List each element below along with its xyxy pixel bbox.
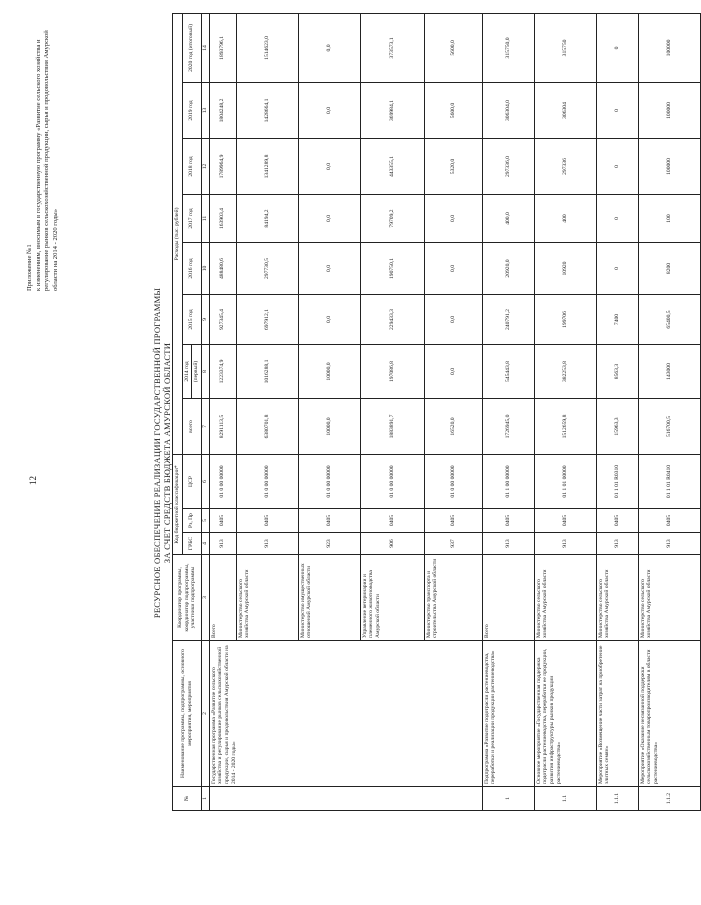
row-csr: 01 1 01 R0310 [596,454,638,508]
row-rzpr: 0405 [236,508,298,532]
table-row [596,13,638,810]
row-2016: 8200 [638,242,700,294]
row-coordinator: Всего [209,554,236,640]
row-2016: 10920 [534,242,596,294]
row-2014: 382253,8 [534,344,596,398]
row-2018: 0,0 [298,138,360,194]
row-2018: 297336,0 [482,138,534,194]
table-row [482,13,534,810]
row-coordinator: Всего [482,554,534,640]
col-number: 8 [201,344,209,398]
resource-table [172,12,701,810]
document-title: РЕСУРСНОЕ ОБЕСПЕЧЕНИЕ РЕАЛИЗАЦИИ ГОСУДАРСТВЕННОЙ ПРОГРАММЫ [152,287,162,618]
col-number: 6 [201,454,209,508]
row-2014: 1223374,9 [209,344,236,398]
document-subtitle: ЗА СЧЕТ СРЕДСТВ БЮДЖЕТА АМУРСКОЙ ОБЛАСТИ [162,342,172,563]
page-number: 12 [28,475,38,485]
row-rzpr: 0405 [360,508,424,532]
header-csr: ЦСР [182,454,201,508]
appendix-block [26,21,60,291]
row-csr: 01 0 00 00000 [298,454,360,508]
row-2018: 1789964,9 [209,138,236,194]
row-csr: 01 1 00 00000 [482,454,534,508]
row-2020: 100000 [638,13,700,82]
row-coordinator: Министерство транспорта и строительства Амурской области [424,554,482,640]
row-2020: 1514623,0 [236,13,298,82]
row-2017: 0,0 [298,194,360,242]
header-2016: 2016 год [182,242,201,294]
row-grbs: 913 [482,532,534,554]
row-2020: 1893796,1 [209,13,236,82]
row-num: 1 [482,786,534,810]
row-2014: 1016288,1 [236,344,298,398]
row-2016: 0 [596,242,638,294]
row-2015: 697912,1 [236,294,298,344]
row-grbs: 913 [596,532,638,554]
row-2020: 0 [596,13,638,82]
landscape-sheet [20,3,672,903]
row-2016: 0,0 [424,242,482,294]
row-rzpr: 0405 [596,508,638,532]
header-2017: 2017 год [182,194,201,242]
row-2017: 163903,4 [209,194,236,242]
row-2018: 443355,1 [360,138,424,194]
row-2015: 199706 [534,294,596,344]
row-2018: 5320,0 [424,138,482,194]
col-number: 13 [201,82,209,138]
row-2017: 0,0 [424,194,482,242]
row-rzpr: 0405 [638,508,700,532]
header-2015: 2015 год [182,294,201,344]
row-coordinator: Министерство сельского хозяйства Амурской области [596,554,638,640]
row-2014: 0,0 [424,344,482,398]
row-grbs: 913 [638,532,700,554]
col-number: 9 [201,294,209,344]
row-grbs: 913 [209,532,236,554]
row-num: 1.1 [534,786,596,810]
row-total: 6380701,8 [236,398,298,454]
appendix-title: Приложение №1 [26,243,33,291]
row-rzpr: 0405 [209,508,236,532]
header-2020: 2020 год (итоговый) [182,13,201,82]
col-number: 1 [201,786,209,810]
row-2016: 0,0 [298,242,360,294]
row-total: 1726945,0 [482,398,534,454]
row-2017: 84194,2 [236,194,298,242]
row-num: 1.1.1 [596,786,638,810]
header-2018: 2018 год [182,138,201,194]
row-2017: 0 [596,194,638,242]
header-rzpr: Рз, Пр [182,508,201,532]
table-row [209,13,236,810]
row-total: 10000,0 [298,398,360,454]
col-number: 11 [201,194,209,242]
row-2014: 197086,8 [360,344,424,398]
col-number: 10 [201,242,209,294]
col-number: 12 [201,138,209,194]
header-name: Наименование программы, подпрограммы, основного мероприятия, мероприятия [173,640,202,786]
row-total: 1883891,7 [360,398,424,454]
header-budget-code: Код бюджетной классификации* [173,454,183,554]
row-total: 16520,0 [424,398,482,454]
row-coordinator: Министерство сельского хозяйства Амурской области [236,554,298,640]
row-2019: 1428664,1 [236,82,298,138]
row-grbs: 937 [424,532,482,554]
row-2018: 297336 [534,138,596,194]
header-total: всего [182,398,201,454]
row-2019: 369984,1 [360,82,424,138]
row-coordinator: Министерство сельского хозяйства Амурской области [534,554,596,640]
row-2019: 0,0 [298,82,360,138]
row-num: 1.1.2 [638,786,700,810]
row-2016: 20920,0 [482,242,534,294]
row-2020: 5600,0 [424,13,482,82]
row-2015: 229433,3 [360,294,424,344]
row-rzpr: 0405 [534,508,596,532]
header-2014: 2014 год [182,344,192,398]
header-grbs: ГРБС [182,532,201,554]
row-2019: 306304 [534,82,596,138]
row-name: Государственная программа «Развитие сельского хозяйства и регулирование рынков сельскохозяйственной продукции, сырья и продовольствия Амурской области на 2014 - 2020 годы» [209,640,482,786]
row-2014: 545443,8 [482,344,534,398]
appendix-text: к изменениям, вносимым в государственную программу «Развитие сельского хозяйства и регулирование рынков сельскохозяйственной продукции, сырья и продовольствия Амурской области на 2014 - 2020 годы» [34,29,59,291]
row-csr: 01 0 00 00000 [209,454,236,508]
row-2016: 297730,5 [236,242,298,294]
row-2014: 143000 [638,344,700,398]
row-2015: 7400 [596,294,638,344]
row-name: Мероприятие «Возмещение части затрат на приобретение элитных семян» [596,640,638,786]
row-rzpr: 0405 [424,508,482,532]
row-2020: 315750 [534,13,596,82]
row-2017: 400,0 [482,194,534,242]
row-total: 1512659,8 [534,398,596,454]
row-grbs: 906 [360,532,424,554]
row-2019: 5600,0 [424,82,482,138]
row-2015: 0,0 [298,294,360,344]
col-number: 7 [201,398,209,454]
row-2019: 100000 [638,82,700,138]
header-expenses: Расходы (тыс. рублей) [173,13,183,454]
row-total: 8291113,5 [209,398,236,454]
row-coordinator: Министерство имущественных отношений Амурской области [298,554,360,640]
row-coordinator: Управление ветеринарии и племенного животноводства Амурской области [360,554,424,640]
row-2019: 0 [596,82,638,138]
row-2020: 373573,1 [360,13,424,82]
row-csr: 01 0 00 00000 [424,454,482,508]
row-2018: 0 [596,138,638,194]
row-grbs: 923 [298,532,360,554]
table-row [534,13,596,810]
row-rzpr: 0405 [482,508,534,532]
row-2020: 315750,0 [482,13,534,82]
row-total: 15963,3 [596,398,638,454]
col-number: 3 [201,554,209,640]
row-2017: 100 [638,194,700,242]
row-num [209,786,482,810]
row-2015: 65400,5 [638,294,700,344]
row-coordinator: Министерство сельского хозяйства Амурской области [638,554,700,640]
row-csr: 01 1 01 R0410 [638,454,700,508]
row-grbs: 913 [534,532,596,554]
row-rzpr: 0405 [298,508,360,532]
row-name: Подпрограмма «Развитие подотрасли растениеводства, переработки и реализации продукции растениеводства» [482,640,534,786]
table-row [638,13,700,810]
row-2017: 400 [534,194,596,242]
header-2014-sub: (первый) [192,344,202,398]
row-2018: 100000 [638,138,700,194]
row-2015: 927345,4 [209,294,236,344]
row-csr: 01 0 00 00000 [236,454,298,508]
row-2019: 1804248,2 [209,82,236,138]
row-2015: 0,0 [424,294,482,344]
row-2018: 1341289,8 [236,138,298,194]
row-2016: 488480,6 [209,242,236,294]
row-csr: 01 1 01 00000 [534,454,596,508]
row-name: Основное мероприятие «Государственная поддержка подотрасли растениеводства, переработки ее продукции, развития инфраструктуры рынков продукции растениеводства» [534,640,596,786]
col-number: 2 [201,640,209,786]
row-2020: 0,0 [298,13,360,82]
row-2014: 10000,0 [298,344,360,398]
col-number: 4 [201,532,209,554]
row-2016: 190750,1 [360,242,424,294]
row-2015: 240791,2 [482,294,534,344]
header-coordinator: Координатор программы, координатор подпрограммы, участники подпрограммы [173,554,202,640]
row-total: 516700,5 [638,398,700,454]
row-csr: 01 0 00 00000 [360,454,424,508]
col-number: 5 [201,508,209,532]
col-number: 14 [201,13,209,82]
row-2014: 8563,3 [596,344,638,398]
header-2019: 2019 год [182,82,201,138]
row-grbs: 913 [236,532,298,554]
header-num: № [173,786,202,810]
column-number-row [201,13,209,810]
row-name: Мероприятие «Оказание несвязанной поддержки сельскохозяйственным товаропроизводителям в области растениеводства» [638,640,700,786]
row-2019: 306304,0 [482,82,534,138]
row-2017: 79709,2 [360,194,424,242]
